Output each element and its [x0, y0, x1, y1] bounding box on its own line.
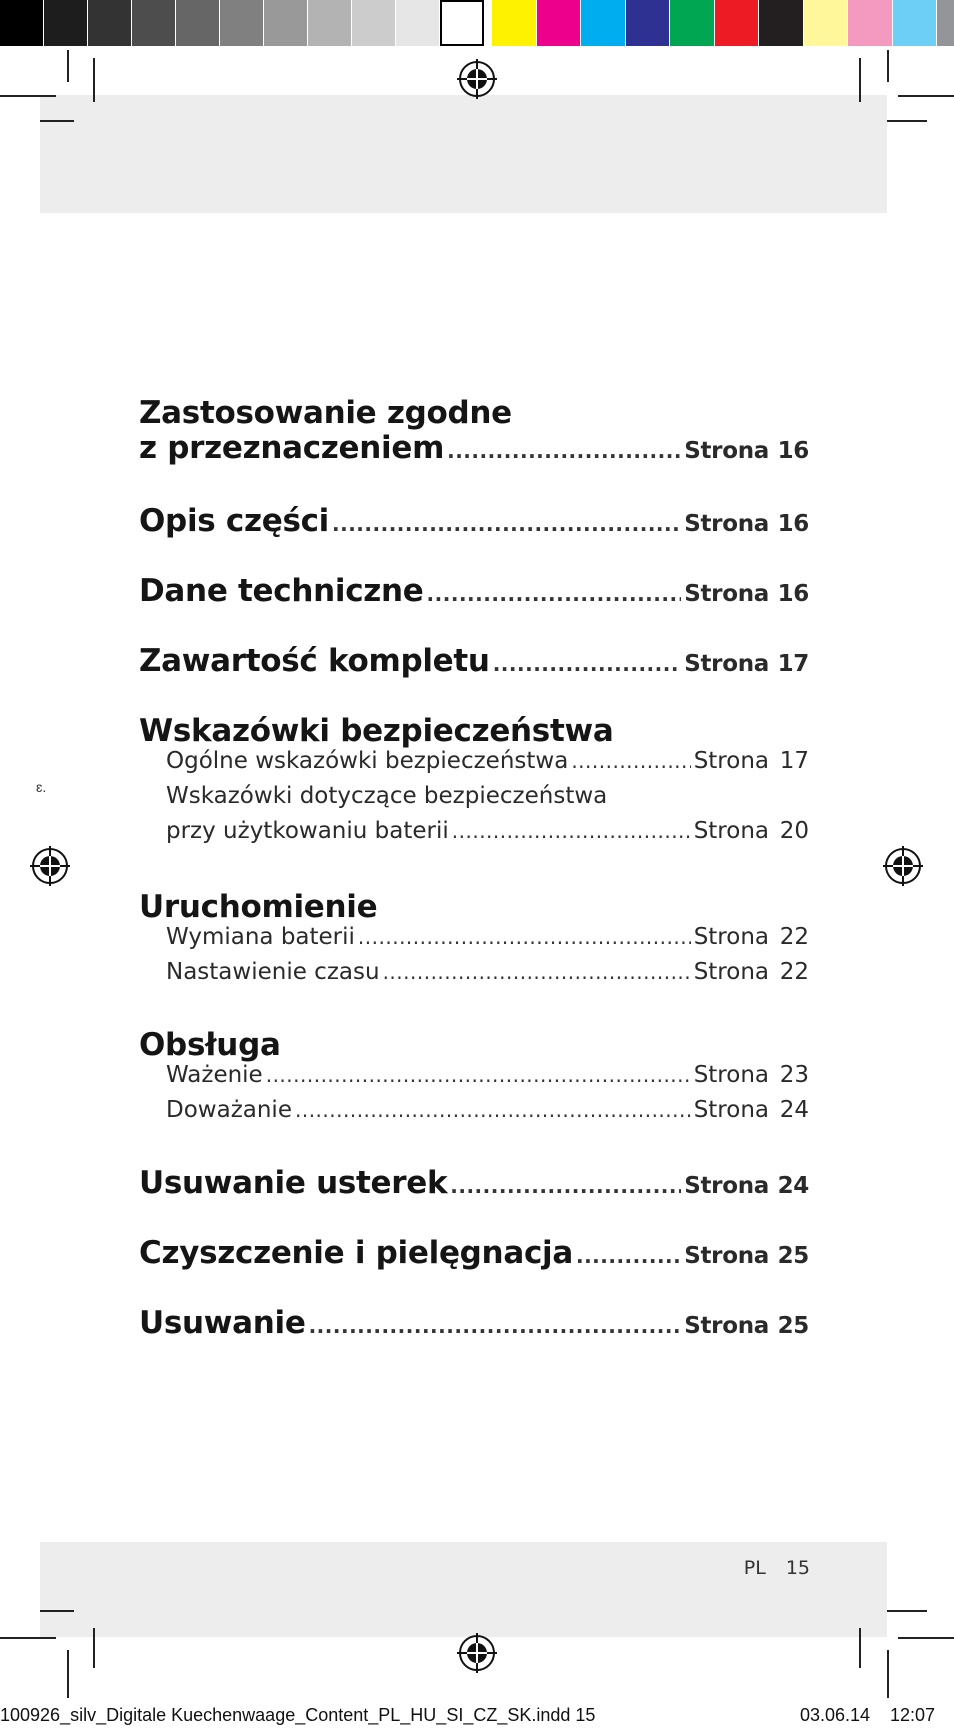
page-reference: Strona 17 — [684, 651, 809, 677]
toc-section — [139, 395, 809, 465]
toc-section — [139, 1165, 809, 1200]
toc-section-title-line — [139, 573, 809, 608]
toc-section-title: Czyszczenie i pielęgnacja — [139, 1235, 573, 1271]
toc-section-title-line — [139, 1027, 809, 1062]
toc-subsection: Ogólne wskazówki bezpieczeństwa ..... Strona 17 — [139, 748, 809, 783]
leader-dots — [383, 960, 691, 984]
color-swatch — [715, 0, 760, 46]
crop-mark — [887, 120, 927, 122]
leader-dots — [447, 439, 681, 463]
crop-mark — [40, 1610, 74, 1612]
toc-section — [139, 1027, 809, 1132]
toc-section — [139, 573, 809, 608]
toc-subsection: przy użytkowaniu baterii ..... Strona 20 — [139, 818, 809, 853]
color-swatch — [132, 0, 176, 46]
toc-section-title-line — [139, 889, 809, 924]
leader-dots — [493, 652, 681, 676]
toc-section-title-line — [139, 395, 809, 430]
color-swatch — [626, 0, 671, 46]
toc-section — [139, 1235, 809, 1270]
color-swatch — [492, 0, 537, 46]
leader-dots — [427, 582, 682, 606]
toc-section-title: Obsługa — [139, 1027, 281, 1063]
crop-mark — [898, 1637, 954, 1639]
color-swatch — [0, 0, 44, 46]
toc-section-title-line — [139, 430, 809, 465]
color-swatch — [396, 0, 440, 46]
crop-mark — [40, 120, 74, 122]
color-swatch — [352, 0, 396, 46]
toc-section — [139, 1305, 809, 1340]
toc-section-title-line — [139, 643, 809, 678]
crop-mark — [859, 58, 861, 102]
leader-dots — [358, 925, 691, 949]
toc-section-title: Usuwanie usterek — [139, 1165, 448, 1201]
toc-section-title: Zastosowanie zgodne — [139, 395, 512, 431]
toc-section-title: Wskazówki bezpieczeństwa — [139, 713, 614, 749]
print-slug-date: 03.06.14 — [800, 1705, 871, 1725]
color-swatch — [937, 0, 954, 46]
leader-dots — [452, 819, 691, 843]
side-mark: ɛ. — [36, 779, 47, 795]
toc-section-title-line — [139, 1235, 809, 1270]
registration-mark-icon — [457, 59, 497, 99]
color-swatch — [440, 0, 484, 46]
crop-mark — [887, 1610, 927, 1612]
page-number-value: 15 — [785, 1557, 810, 1579]
toc-section-title: Uruchomienie — [139, 889, 378, 925]
toc-section — [139, 889, 809, 994]
toc-section-title-line — [139, 713, 809, 748]
crop-mark — [93, 1628, 95, 1668]
color-swatch — [848, 0, 893, 46]
toc-subsection: Wskazówki dotyczące bezpieczeństwa — [166, 783, 608, 809]
page-reference: Strona 16 — [684, 511, 809, 537]
crop-mark — [67, 50, 69, 82]
registration-mark-icon — [883, 846, 923, 886]
crop-mark — [859, 1628, 861, 1668]
color-swatch — [220, 0, 264, 46]
color-swatch — [308, 0, 352, 46]
color-swatch — [264, 0, 308, 46]
page-reference: Strona 17 — [693, 748, 809, 774]
color-swatch — [893, 0, 938, 46]
toc-section-title: Opis części — [139, 503, 330, 539]
crop-mark — [93, 58, 95, 102]
toc-section-title-line — [139, 503, 809, 538]
page-reference: Strona 24 — [693, 1097, 809, 1123]
crop-mark — [0, 1637, 56, 1639]
toc-section — [139, 713, 809, 853]
crop-mark — [0, 95, 56, 97]
page-reference: Strona 16 — [684, 581, 809, 607]
toc-section — [139, 643, 809, 678]
toc-section-title: Usuwanie — [139, 1305, 306, 1341]
toc-subsection: Wymiana baterii ..... Strona 22 — [139, 924, 809, 959]
print-slug-time: 12:07 — [890, 1705, 936, 1725]
leader-dots — [266, 1063, 691, 1087]
page-reference: Strona 25 — [684, 1313, 809, 1339]
print-slug-filename: 100926_silv_Digitale Kuechenwaage_Content_PL_HU_SI_CZ_SK.indd 15 — [0, 1705, 596, 1725]
registration-mark-icon — [30, 846, 70, 886]
registration-mark-icon — [457, 1633, 497, 1673]
crop-mark — [898, 95, 954, 97]
color-swatch — [759, 0, 804, 46]
color-swatch — [176, 0, 220, 46]
toc-subsection: Nastawienie czasu ..... Strona 22 — [139, 959, 809, 994]
color-calibration-bar — [0, 0, 954, 46]
color-swatch — [581, 0, 626, 46]
page-reference: Strona 20 — [693, 818, 809, 844]
toc-section — [139, 503, 809, 538]
leader-dots — [450, 1174, 681, 1198]
page-reference: Strona 25 — [684, 1243, 809, 1269]
page-reference: Strona 22 — [693, 959, 809, 985]
leader-dots — [571, 749, 690, 773]
leader-dots — [295, 1098, 691, 1122]
page-number — [744, 1557, 810, 1579]
crop-mark — [887, 50, 889, 82]
leader-dots — [576, 1244, 681, 1268]
toc-section-title-line — [139, 1165, 809, 1200]
toc-section-title-line — [139, 1305, 809, 1340]
color-swatch — [537, 0, 582, 46]
color-swatch — [804, 0, 849, 46]
toc-section-title: z przeznaczeniem — [139, 430, 445, 466]
toc-section-title: Zawartość kompletu — [139, 643, 490, 679]
color-swatch — [88, 0, 132, 46]
toc-section-title: Dane techniczne — [139, 573, 424, 609]
toc-subsection: Ważenie ..... Strona 23 — [139, 1062, 809, 1097]
page-reference: Strona 23 — [693, 1062, 809, 1088]
page-reference: Strona 24 — [684, 1173, 809, 1199]
color-swatch — [670, 0, 715, 46]
language-code: PL — [743, 1557, 766, 1579]
leader-dots — [309, 1314, 682, 1338]
header-band — [40, 95, 887, 213]
leader-dots — [332, 512, 681, 536]
color-swatch — [44, 0, 88, 46]
page-reference: Strona 16 — [684, 438, 809, 464]
crop-mark — [887, 1650, 889, 1698]
toc-subsection: Doważanie ..... Strona 24 — [139, 1097, 809, 1132]
page-reference: Strona 22 — [693, 924, 809, 950]
crop-mark — [67, 1650, 69, 1698]
